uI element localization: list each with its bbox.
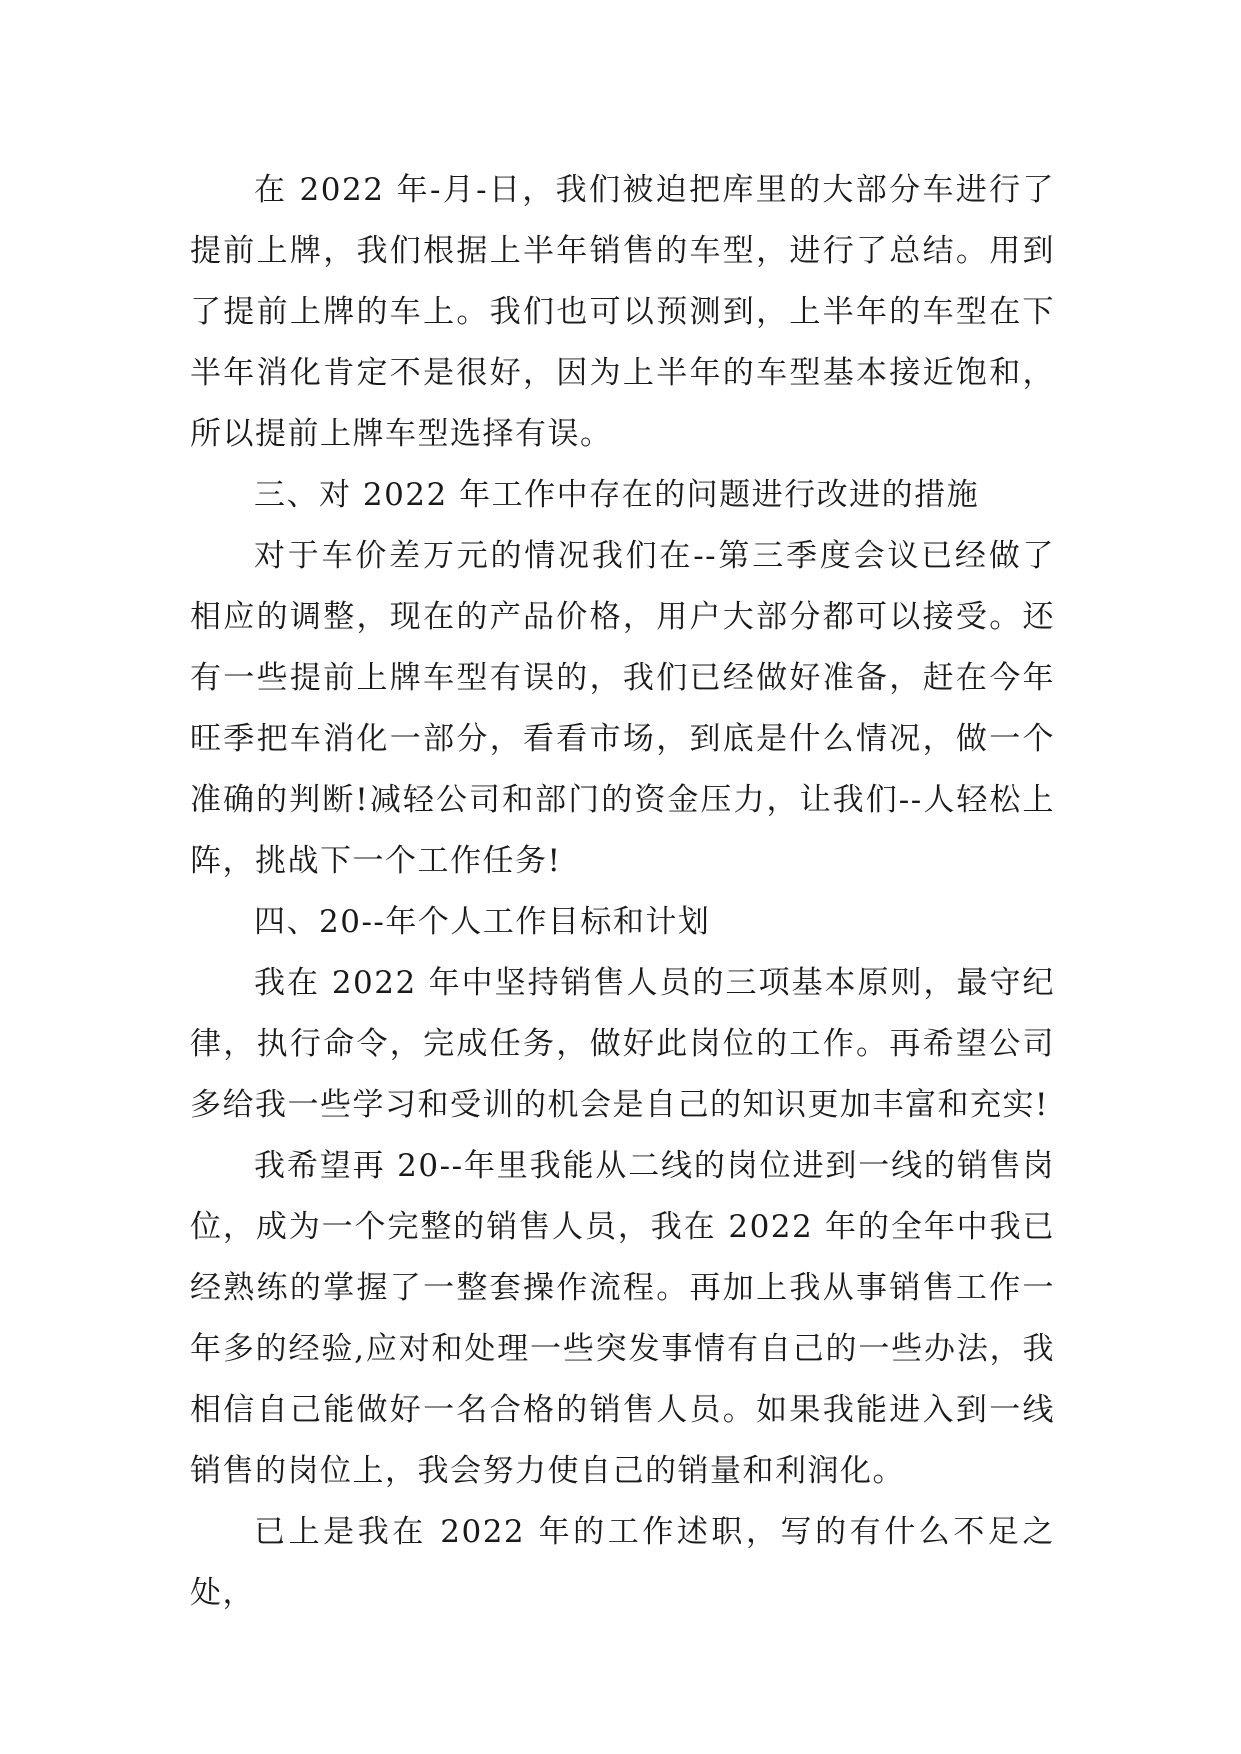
paragraph-price-adjustment: 对于车价差万元的情况我们在--第三季度会议已经做了相应的调整，现在的产品价格，用户大部分都可以接受。还有一些提前上牌车型有误的，我们已经做好准备，赶在今年旺季把车消化一部分，看看市场，到底是什么情况，做一个准确的判断!减轻公司和部门的资金压力，让我们--人轻松上阵，挑战下一个工作任务! (190, 538, 1055, 879)
paragraph-vehicle-registration: 在 2022 年-月-日，我们被迫把库里的大部分车进行了提前上牌，我们根据上半年销售的车型，进行了总结。用到了提前上牌的车上。我们也可以预测到，上半年的车型在下半年消化肯定不是很好，因为上半年的车型基本接近饱和，所以提前上牌车型选择有误。 (190, 172, 1055, 452)
document-body (190, 160, 1055, 1624)
section-heading-personal-goals: 四、20--年个人工作目标和计划 (254, 904, 711, 940)
section-heading-improvement-measures: 三、对 2022 年工作中存在的问题进行改进的措施 (254, 477, 980, 513)
paragraph-career-hope: 我希望再 20--年里我能从二线的岗位进到一线的销售岗位，成为一个完整的销售人员，我在 2022 年的全年中我已经熟练的掌握了一整套操作流程。再加上我从事销售工作一年多的经验,应对和处理一些突发事情有自己的一些办法，我相信自己能做好一名合格的销售人员。如果我能进入到一线销售的岗位上，我会努力使自己的销量和利润化。 (190, 1148, 1055, 1489)
paragraph-closing: 已上是我在 2022 年的工作述职，写的有什么不足之处， (190, 1514, 1055, 1611)
paragraph-sales-principles: 我在 2022 年中坚持销售人员的三项基本原则，最守纪律，执行命令，完成任务，做好此岗位的工作。再希望公司多给我一些学习和受训的机会是自己的知识更加丰富和充实! (190, 965, 1055, 1123)
